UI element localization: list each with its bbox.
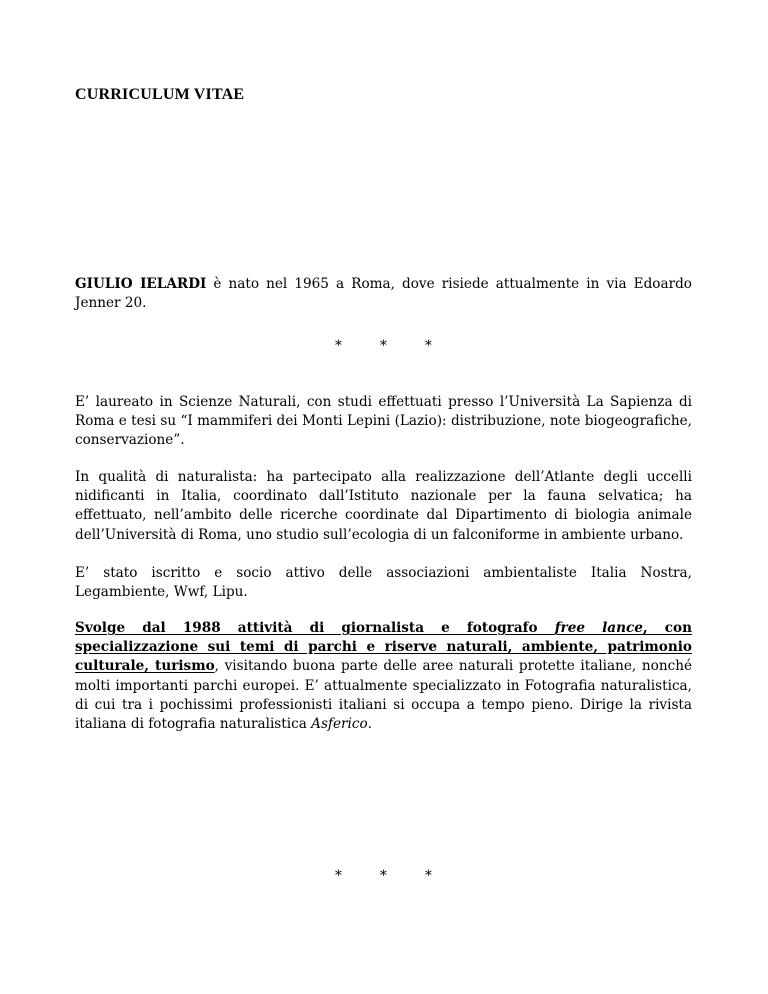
- person-name: GIULIO IELARDI: [75, 276, 207, 292]
- journalism-lead-part2: , con specializzazione sui temi di parchi e riserve naturali, ambiente, patrimonio culturale, turismo: [75, 620, 692, 675]
- separator-star: *: [335, 338, 342, 354]
- separator-star: *: [380, 868, 387, 884]
- journalism-rest: , visitando buona parte delle aree naturali protette italiane, nonché molti importanti parchi europei. E’ attualmente specializzato in Fotografia naturalistica, di cui tra i pochissimi professionisti italiani si occupa a tempo pieno. Dirige la rivista italiana di fotografia naturalistica: [75, 658, 692, 733]
- associations-paragraph: E’ stato iscritto e socio attivo delle associazioni ambientaliste Italia Nostra, Legambiente, Wwf, Lipu.: [75, 565, 692, 601]
- separator-star: *: [380, 338, 387, 354]
- naturalist-paragraph: In qualità di naturalista: ha partecipato alla realizzazione dell’Atlante degli uccelli nidificanti in Italia, coordinato dall’Istituto nazionale per la fauna selvatica; ha effettuato, nell’ambito delle ricerche coordinate dal Dipartimento di biologia animale dell’Università di Roma, uno studio sull’ecologia di un falconiforme in ambiente urbano.: [75, 469, 692, 543]
- separator-star: *: [425, 868, 432, 884]
- journalism-lead-part1: Svolge dal 1988 attività di giornalista e fotografo: [75, 620, 555, 636]
- free-lance-term: free lance: [554, 620, 643, 636]
- separator-star: *: [425, 338, 432, 354]
- education-paragraph: E’ laureato in Scienze Naturali, con studi effettuati presso l’Università La Sapienza di Roma e tesi su “I mammiferi dei Monti Lepini (Lazio): distribuzione, note biogeografiche, conservazione”.: [75, 394, 692, 449]
- magazine-name: Asferico: [311, 716, 368, 733]
- document-title: CURRICULUM VITAE: [75, 86, 245, 103]
- journalism-end: .: [367, 716, 372, 733]
- journalism-paragraph: [75, 619, 692, 734]
- separator-star: *: [335, 868, 342, 884]
- intro-paragraph: [75, 275, 692, 313]
- intro-text: è nato nel 1965 a Roma, dove risiede attualmente in via Edoardo Jenner 20.: [75, 276, 692, 312]
